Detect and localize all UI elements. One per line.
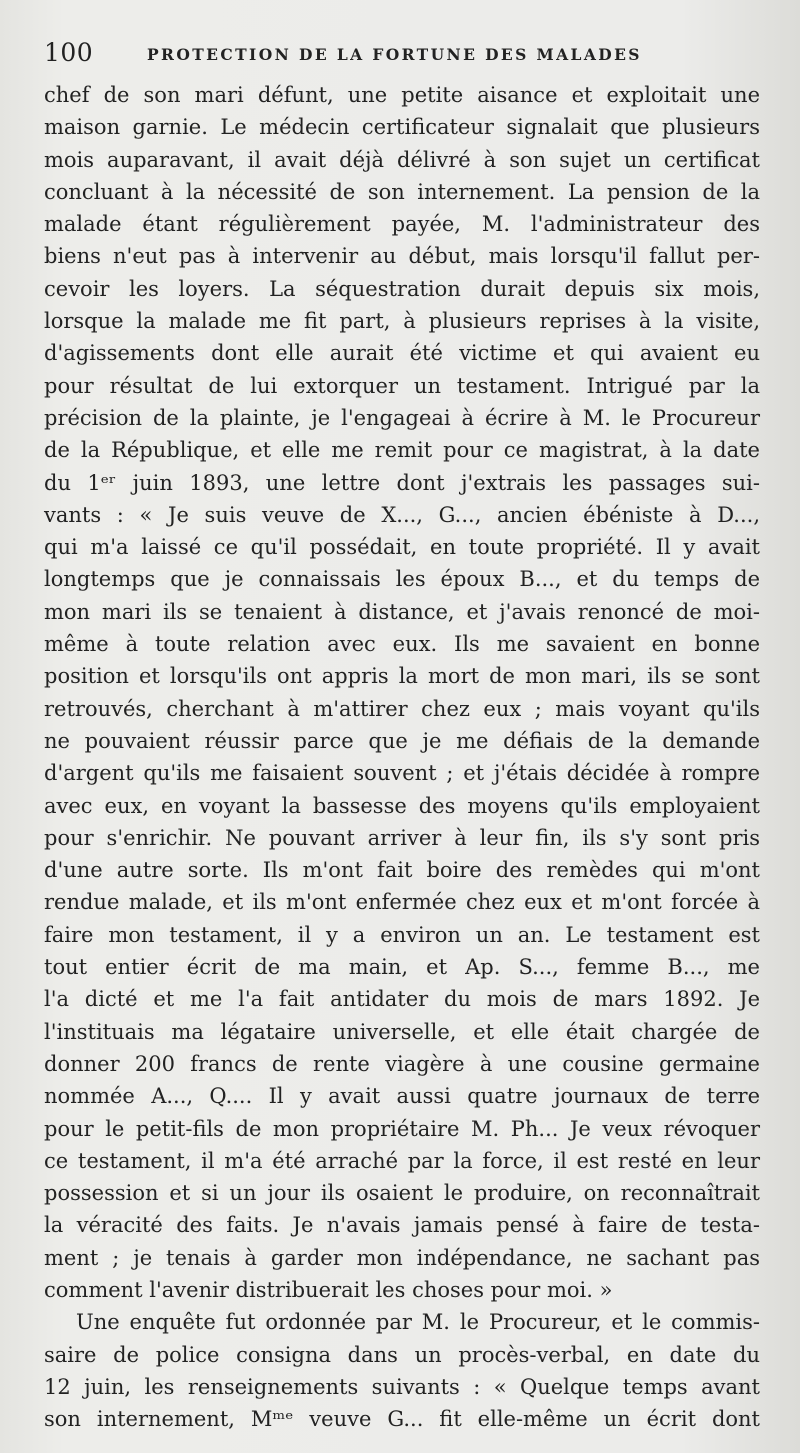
text-line: retrouvés, cherchant à m'attirer chez eux ; mais voyant qu'ils (44, 696, 760, 721)
text-line: longtemps que je connaissais les époux B..., et du temps de (44, 567, 760, 592)
text-line: de la République, et elle me remit pour ce magistrat, à la date (44, 438, 760, 463)
text-line: pour résultat de lui extorquer un testament. Intrigué par la (44, 373, 760, 398)
text-line: ne pouvaient réussir parce que je me défiais de la demande (44, 728, 760, 753)
text-line: d'argent qu'ils me faisaient souvent ; et j'étais décidée à rompre (44, 761, 760, 786)
text-line: maison garnie. Le médecin certificateur signalait que plusieurs (44, 115, 760, 140)
text-line: lorsque la malade me fit part, à plusieurs reprises à la visite, (44, 309, 760, 334)
page-header (44, 38, 760, 70)
text-line: la véracité des faits. Je n'avais jamais pensé à faire de testa- (44, 1213, 760, 1238)
text-line: mois auparavant, il avait déjà délivré à son sujet un certificat (44, 147, 760, 172)
text-line: comment l'avenir distribuerait les choses pour moi. » (44, 1277, 613, 1302)
text-line: son internement, Mᵐᵉ veuve G... fit elle-même un écrit dont (44, 1407, 760, 1432)
text-line: ce testament, il m'a été arraché par la force, il est resté en leur (44, 1148, 760, 1173)
text-line: l'a dicté et me l'a fait antidater du mois de mars 1892. Je (44, 987, 760, 1012)
text-line: biens n'eut pas à intervenir au début, mais lorsqu'il fallut per- (44, 244, 760, 269)
text-line: nommée A..., Q.... Il y avait aussi quatre journaux de terre (44, 1084, 760, 1109)
text-line: faire mon testament, il y a environ un an. Le testament est (44, 922, 760, 947)
page-number: 100 (44, 38, 94, 67)
text-line: saire de police consigna dans un procès-verbal, en date du (44, 1342, 760, 1367)
text-line: avec eux, en voyant la bassesse des moyens qu'ils employaient (44, 793, 760, 818)
text-line: qui m'a laissé ce qu'il possédait, en toute propriété. Il y avait (44, 535, 760, 560)
text-line: tout entier écrit de ma main, et Ap. S..., femme B..., me (44, 955, 760, 980)
text-line: donner 200 francs de rente viagère à une cousine germaine (44, 1051, 760, 1076)
text-line: mon mari ils se tenaient à distance, et j'avais renoncé de moi- (44, 599, 760, 624)
text-line: chef de son mari défunt, une petite aisance et exploitait une (44, 83, 760, 107)
text-line: même à toute relation avec eux. Ils me savaient en bonne (44, 632, 760, 657)
text-line: position et lorsqu'ils ont appris la mort de mon mari, ils se sont (44, 664, 760, 689)
text-line: l'instituais ma légataire universelle, et elle était chargée de (44, 1019, 760, 1044)
text-line: d'agissements dont elle aurait été victime et qui avaient eu (44, 341, 760, 366)
text-line: du 1ᵉʳ juin 1893, une lettre dont j'extrais les passages sui- (44, 470, 760, 495)
text-line: pour le petit-fils de mon propriétaire M. Ph... Je veux révoquer (44, 1116, 760, 1141)
text-line: malade étant régulièrement payée, M. l'administrateur des (44, 212, 760, 237)
text-line: ment ; je tenais à garder mon indépendance, ne sachant pas (44, 1245, 760, 1270)
text-line: cevoir les loyers. La séquestration durait depuis six mois, (44, 276, 760, 301)
text-line: rendue malade, et ils m'ont enfermée chez eux et m'ont forcée à (44, 890, 760, 915)
text-line: possession et si un jour ils osaient le produire, on reconnaîtrait (44, 1181, 760, 1206)
body-text (44, 79, 760, 1435)
text-line: concluant à la nécessité de son internement. La pension de la (44, 179, 760, 204)
running-title: PROTECTION DE LA FORTUNE DES MALADES (147, 45, 642, 64)
text-line: pour s'enrichir. Ne pouvant arriver à leur fin, ils s'y sont pris (44, 825, 760, 850)
text-line: d'une autre sorte. Ils m'ont fait boire des remèdes qui m'ont (44, 858, 760, 883)
text-line: précision de la plainte, je l'engageai à écrire à M. le Procureur (44, 405, 760, 430)
text-line: vants : « Je suis veuve de X..., G..., ancien ébéniste à D..., (44, 502, 760, 527)
text-line: 12 juin, les renseignements suivants : « Quelque temps avant (44, 1374, 760, 1399)
text-line: Une enquête fut ordonnée par M. le Procureur, et le commis- (76, 1310, 760, 1335)
